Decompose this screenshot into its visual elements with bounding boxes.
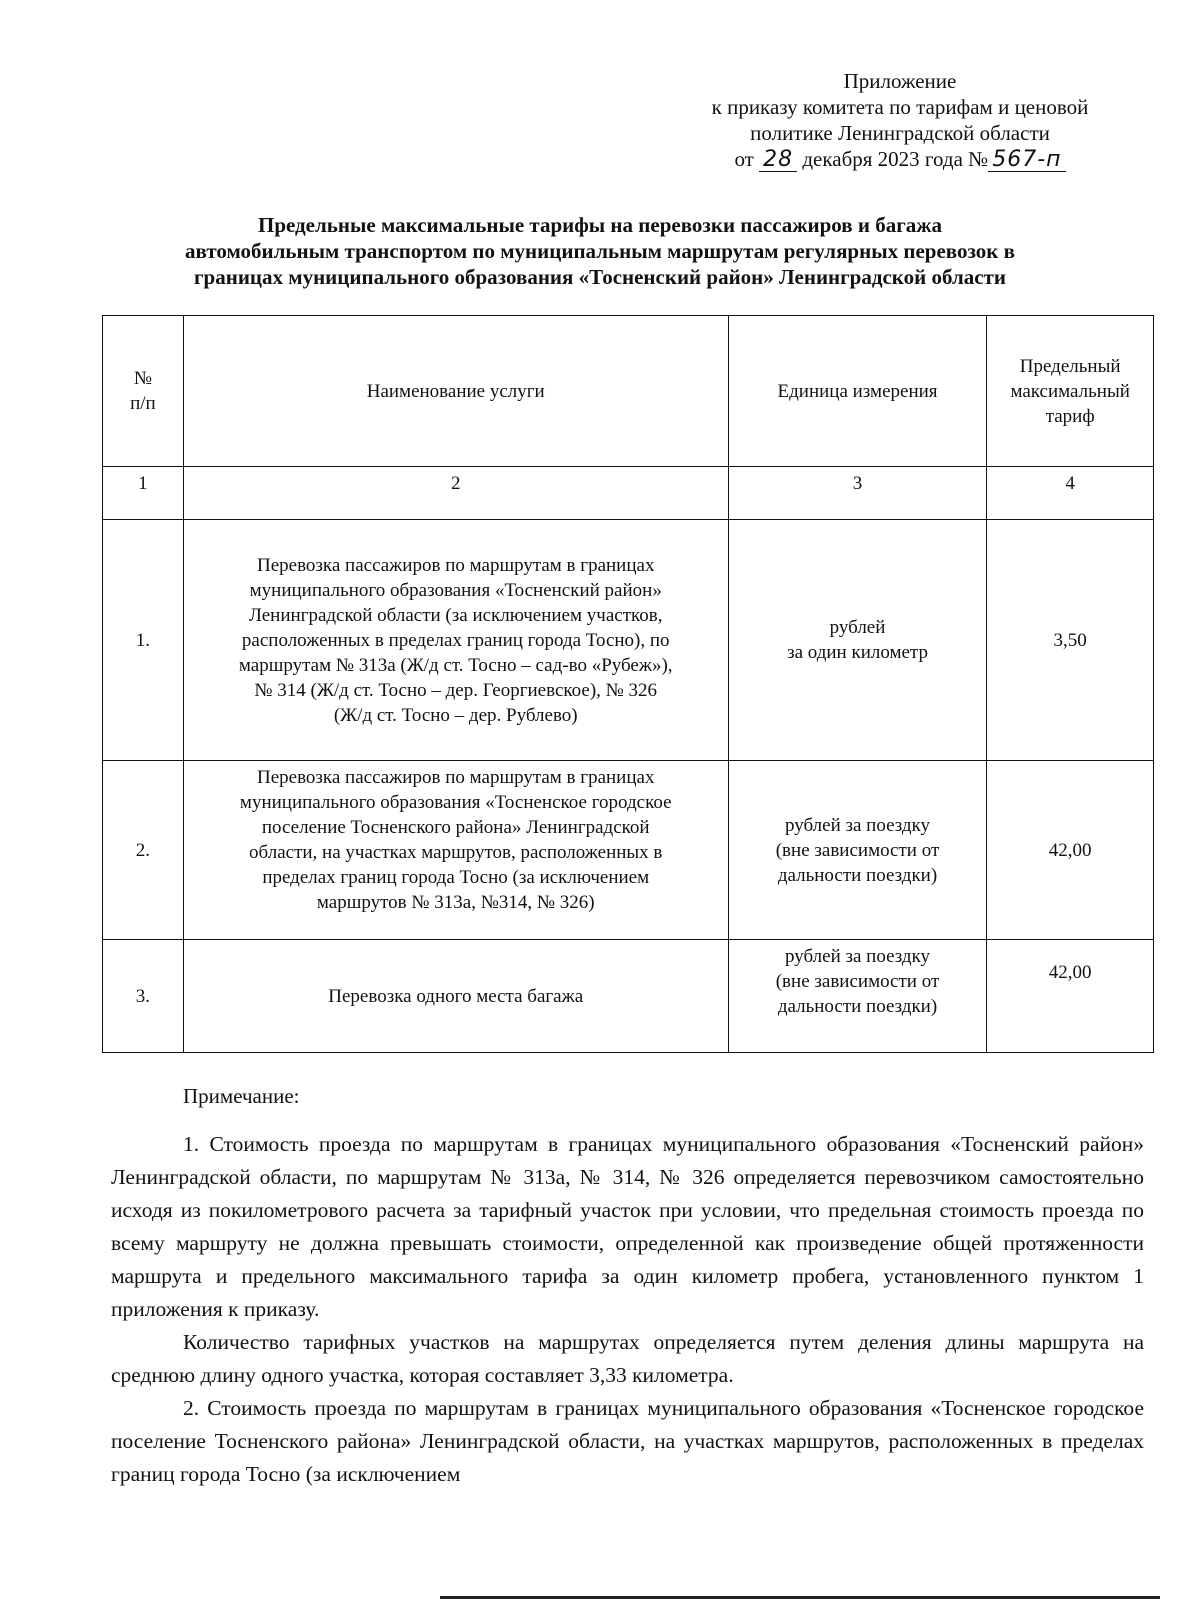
name-line: расположенных в пределах границ города Тосно), по — [241, 629, 670, 651]
name-line: Перевозка пассажиров по маршрутам в границах — [256, 554, 655, 576]
tariff-table — [102, 315, 1154, 1053]
appendix-header — [640, 68, 1160, 172]
column-number: 1 — [103, 467, 184, 520]
name-line: № 314 (Ж/д ст. Тосно – дер. Георгиевское), № 326 — [254, 679, 658, 701]
name-line: области, на участках маршрутов, расположенных в — [249, 842, 663, 863]
appendix-order-line: к приказу комитета по тарифам и ценовой — [711, 95, 1089, 119]
name-line: (Ж/д ст. Тосно – дер. Рублево) — [333, 704, 578, 726]
page-bottom-rule — [440, 1596, 1160, 1599]
appendix-label: Приложение — [843, 69, 957, 93]
note-paragraph: 1. Стоимость проезда по маршрутам в границах муниципального образования «Тосненский район» Ленинградской области, по маршрутам № 313а, № 314, № 326 определяется перевозчиком самостоятельно исходя из покилометрового расчета за тарифный участок при условии, что предельная стоимость проезда по всему маршруту не должна превышать стоимости, определенной как произведение общей протяженности маршрута и предельного максимального тарифа за один километр пробега, установленного пунктом 1 приложения к приказу. — [111, 1132, 1144, 1321]
name-line: маршрутам № 313а (Ж/д ст. Тосно – сад-во «Рубеж»), — [238, 654, 673, 676]
column-number: 4 — [987, 467, 1154, 520]
column-number-row — [103, 467, 1154, 520]
row-unit — [728, 761, 987, 940]
name-line: Перевозка одного места багажа — [328, 985, 584, 1007]
header-num-line: № — [133, 368, 152, 389]
name-line: Перевозка пассажиров по маршрутам в границах — [256, 767, 655, 788]
header-rate-line: максимальный — [1010, 380, 1130, 402]
notes-body — [111, 1128, 1144, 1491]
header-rate-line: тариф — [1045, 405, 1095, 427]
column-number: 2 — [183, 467, 728, 520]
unit-line: (вне зависимости от — [775, 971, 940, 992]
name-line: пределах границ города Тосно (за исключением — [262, 867, 650, 888]
table-row — [103, 940, 1154, 1053]
row-rate: 3,50 — [987, 520, 1154, 761]
table-header-row — [103, 316, 1154, 467]
header-unit: Единица измерения — [728, 316, 987, 467]
row-service-name — [183, 761, 728, 940]
title-line: Предельные максимальные тарифы на перевозки пассажиров и багажа — [258, 213, 942, 237]
header-rate — [987, 316, 1154, 467]
unit-line: дальности поездки) — [777, 996, 938, 1017]
table-row — [103, 761, 1154, 940]
unit-line: (вне зависимости от — [775, 839, 940, 861]
name-line: маршрутов № 313а, №314, № 326) — [316, 892, 595, 913]
note-paragraph: 2. Стоимость проезда по маршрутам в границах муниципального образования «Тосненское городское поселение Тосненского района» Ленинградской области, на участках маршрутов, расположенных в пределах границ города Тосно (за исключением — [111, 1396, 1144, 1486]
row-number: 3. — [103, 940, 184, 1053]
unit-line: рублей — [829, 617, 886, 638]
row-unit — [728, 520, 987, 761]
header-num-line: п/п — [130, 393, 156, 414]
name-line: муниципального образования «Тосненский район» — [249, 579, 662, 601]
name-line: муниципального образования «Тосненское городское — [239, 792, 672, 813]
document-title — [100, 212, 1100, 290]
unit-line: рублей за поездку — [784, 946, 931, 967]
header-service-name: Наименование услуги — [183, 316, 728, 467]
appendix-date-line — [640, 146, 1160, 172]
column-number: 3 — [728, 467, 987, 520]
row-service-name — [183, 520, 728, 761]
date-prefix: от — [734, 147, 754, 171]
row-service-name — [183, 940, 728, 1053]
notes-title: Примечание: — [183, 1084, 300, 1108]
note-paragraph: Количество тарифных участков на маршрутах определяется путем деления длины маршрута на среднюю длину одного участка, которая составляет 3,33 километра. — [111, 1330, 1144, 1387]
handwritten-day: 28 — [759, 149, 797, 172]
name-line: поселение Тосненского района» Ленинградской — [261, 817, 650, 838]
row-rate: 42,00 — [987, 761, 1154, 940]
header-rate-line: Предельный — [1019, 355, 1121, 377]
appendix-authority-line: политике Ленинградской области — [750, 121, 1050, 145]
unit-line: дальности поездки) — [777, 864, 938, 886]
name-line: Ленинградской области (за исключением участков, — [248, 604, 663, 626]
row-number: 2. — [103, 761, 184, 940]
row-number: 1. — [103, 520, 184, 761]
title-line: автомобильным транспортом по муниципальным маршрутам регулярных перевозок в — [185, 239, 1015, 263]
unit-line: рублей за поездку — [784, 814, 931, 836]
date-middle: декабря 2023 года № — [802, 147, 989, 171]
row-rate: 42,00 — [987, 940, 1154, 1053]
handwritten-order-number: 567-п — [988, 149, 1065, 172]
row-unit — [728, 940, 987, 1053]
header-num — [103, 316, 184, 467]
title-line: границах муниципального образования «Тосненский район» Ленинградской области — [194, 265, 1006, 289]
table-row — [103, 520, 1154, 761]
unit-line: за один километр — [787, 642, 928, 663]
